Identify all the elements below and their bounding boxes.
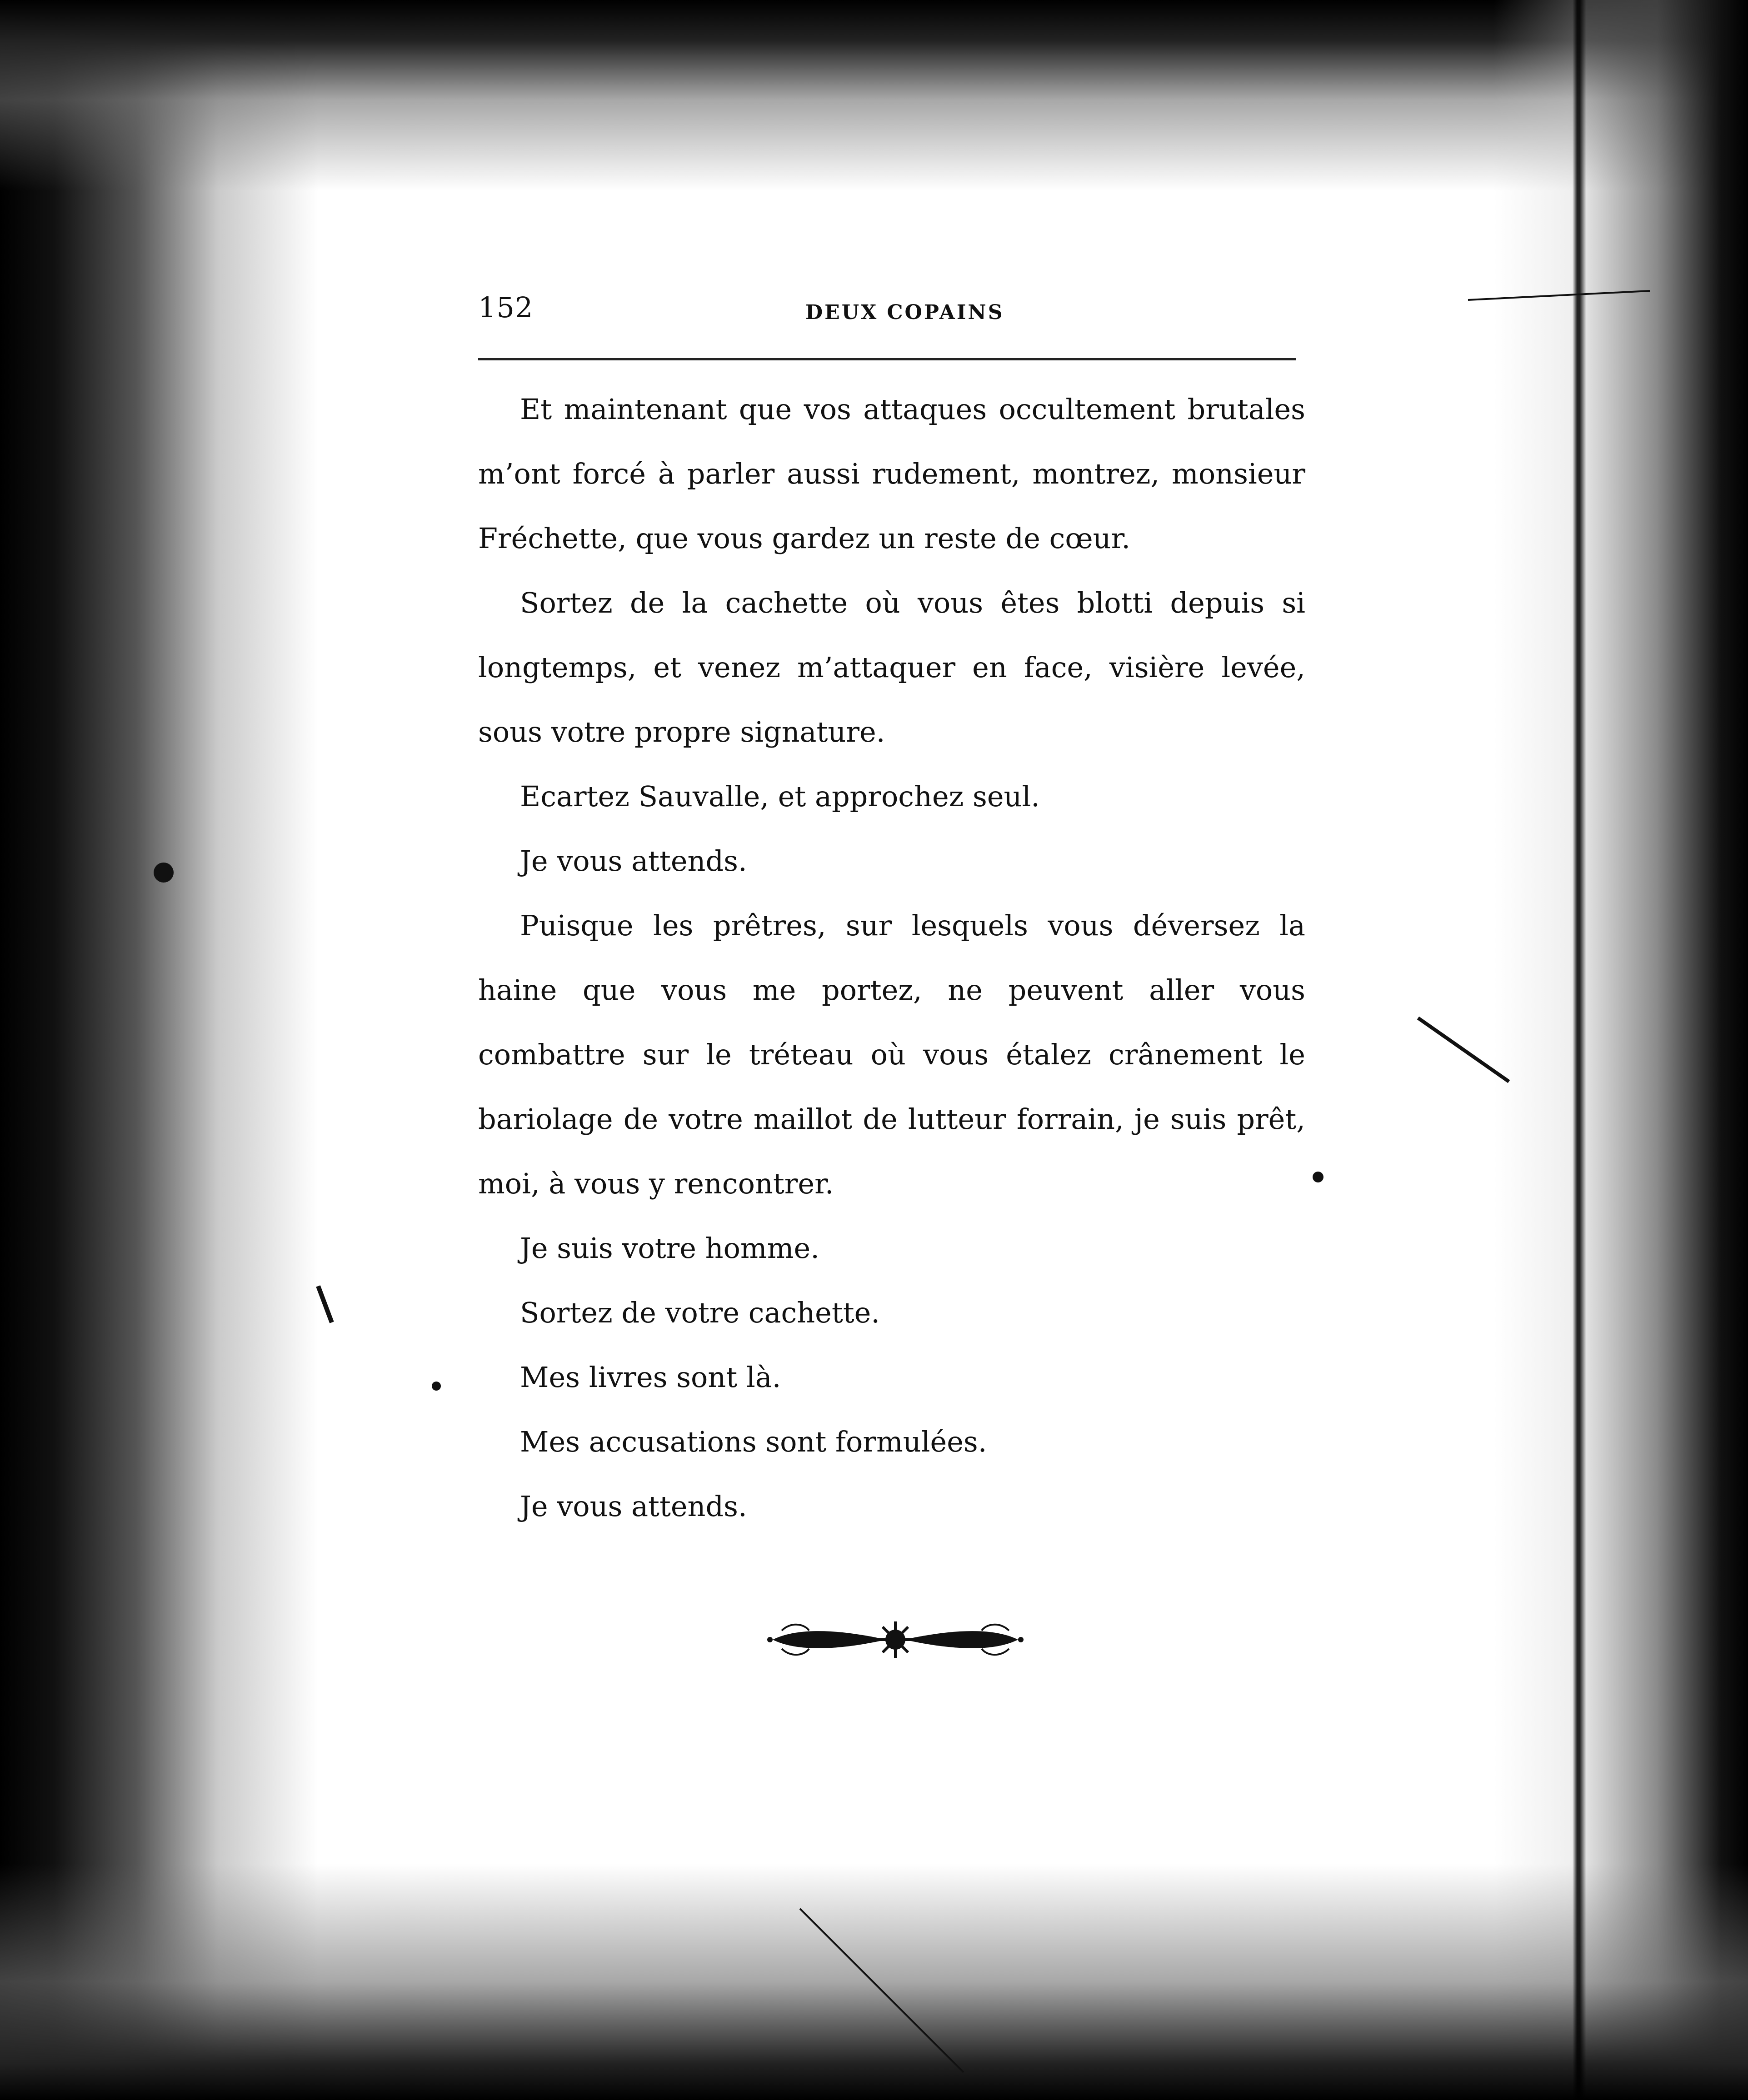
body-text [478,345,1305,1539]
scan-scratch [318,1286,332,1322]
scan-scratch [1418,1018,1509,1082]
scan-blot [154,863,174,883]
running-head [478,282,1305,345]
paragraph: Puisque les prêtres, sur lesquels vous déversez la haine que vous me portez, ne peuvent aller vous combattre sur le tréteau où vous étalez crânement le bariolage de votre maillot de lutteur forrain, je suis prêt, moi, à vous y rencontrer. [478,909,1305,1200]
scan-scratch [800,1909,964,2072]
paragraph: Sortez de votre cachette. [520,1296,880,1329]
book-page-text [478,282,1305,1539]
paragraph: Je vous attends. [520,1490,747,1523]
paragraph: Mes livres sont là. [520,1361,781,1394]
running-title: DEUX COPAINS [805,301,1004,324]
header-rule [478,358,1296,360]
page-number: 152 [478,291,534,324]
scan-blot [432,1382,441,1391]
paragraph: Ecartez Sauvalle, et approchez seul. [520,780,1040,813]
paragraph: Et maintenant que vos attaques occultement brutales m’ont forcé à parler aussi rudement, montrez, monsieur Fréchette, que vous gardez un reste de cœur. [478,393,1305,555]
scan-scratch [1468,291,1650,300]
paragraph: Mes accusations sont formulées. [520,1425,987,1458]
scan-blot [1313,1172,1323,1182]
fleuron-ornament-icon [764,1617,1027,1662]
paragraph: Je suis votre homme. [520,1232,819,1265]
paragraph: Je vous attends. [520,844,747,878]
paragraph: Sortez de la cachette où vous êtes blotti depuis si longtemps, et venez m’attaquer en face, visière levée, sous votre propre signature. [478,586,1305,748]
